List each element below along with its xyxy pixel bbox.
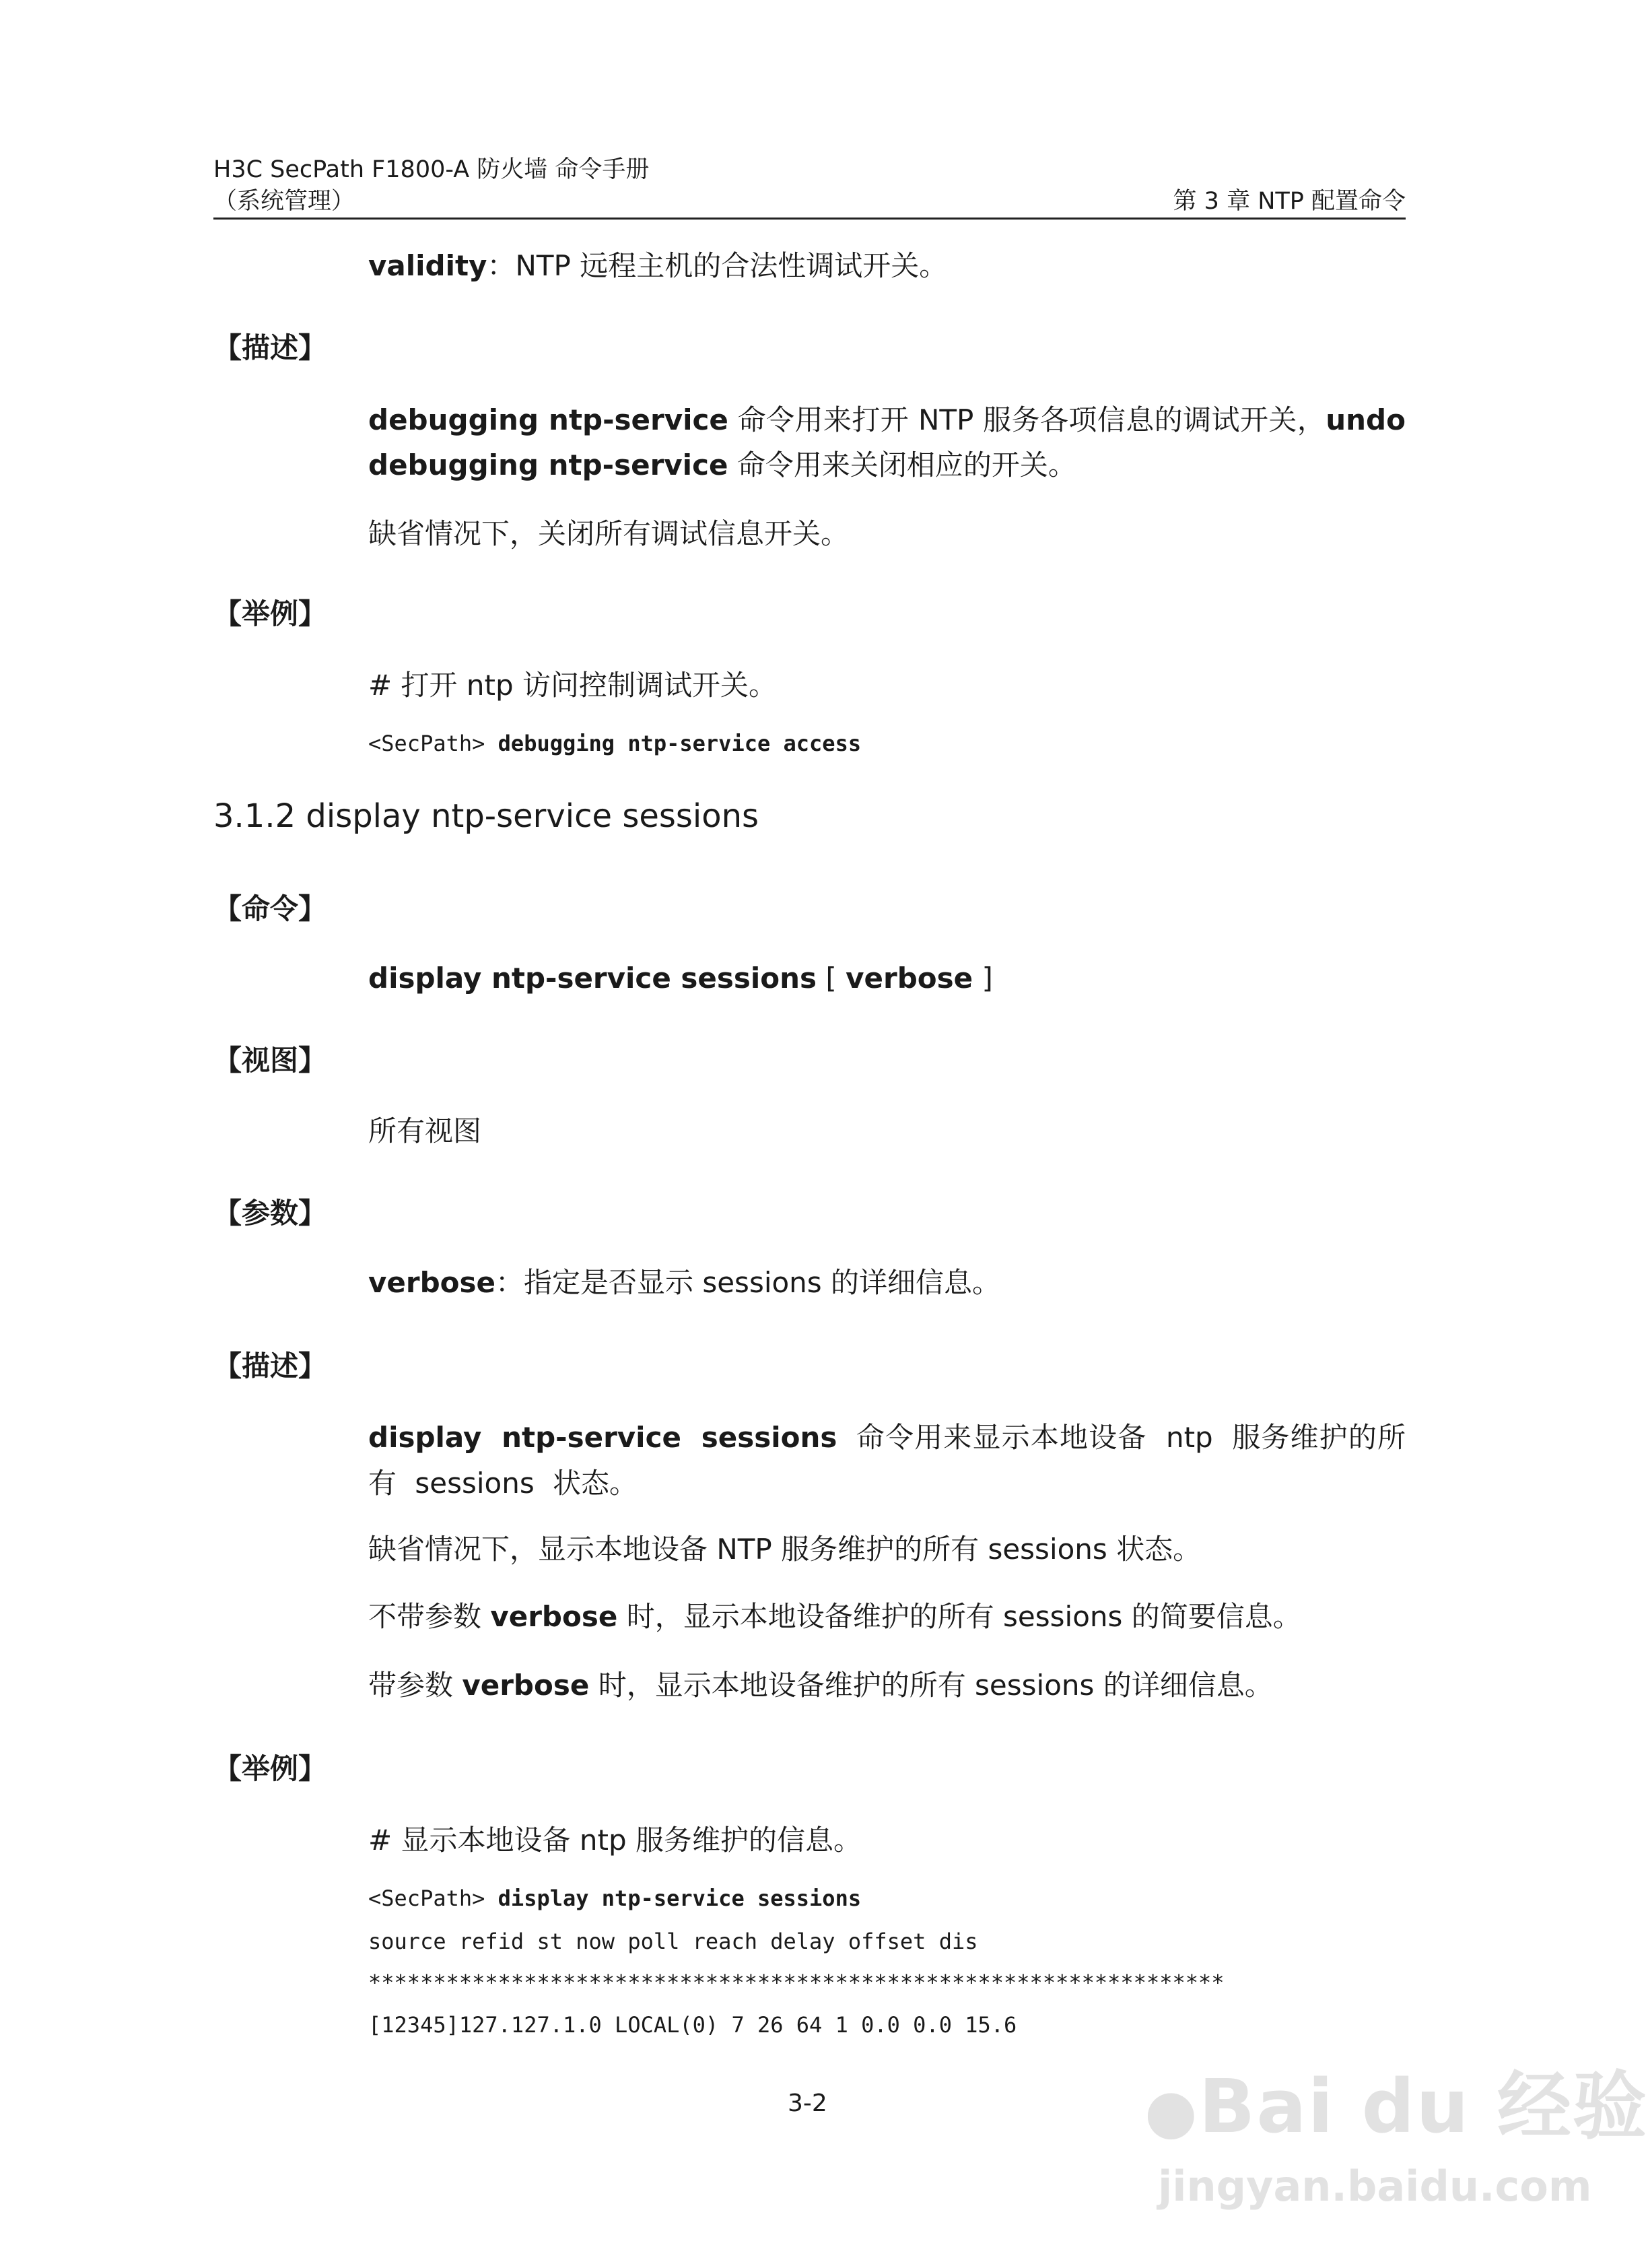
command-label: 【命令】 xyxy=(213,892,327,925)
bracket-close: ] xyxy=(973,962,993,995)
watermark-url: jingyan.baidu.com xyxy=(1158,2162,1592,2211)
sessions-separator: ****************************************************************** xyxy=(368,1970,1225,1995)
validity-line xyxy=(368,246,947,286)
example-comment: # 打开 ntp 访问控制调试开关。 xyxy=(368,669,777,702)
desc2-brief xyxy=(368,1597,1301,1637)
example2-comment: # 显示本地设备 ntp 服务维护的信息。 xyxy=(368,1824,862,1857)
desc-default: 缺省情况下，关闭所有调试信息开关。 xyxy=(368,517,850,550)
baidu-watermark-logo xyxy=(1144,2047,1648,2154)
example2-label: 【举例】 xyxy=(213,1752,327,1785)
header-chapter: 第 3 章 NTP 配置命令 xyxy=(1173,188,1406,215)
desc-label: 【描述】 xyxy=(213,331,327,364)
params-label: 【参数】 xyxy=(213,1197,327,1230)
desc-undo: undo xyxy=(1326,403,1406,436)
sessions-data-row: [12345]127.127.1.0 LOCAL(0) 7 26 64 1 0.0 0.0 15.6 xyxy=(368,2012,1017,2038)
brief-prefix: 不带参数 xyxy=(368,1600,491,1633)
example2-code xyxy=(368,1883,861,1913)
code2-prompt: <SecPath> xyxy=(368,1886,485,1911)
code-command: debugging ntp-service access xyxy=(485,731,862,756)
verbose-param: verbose xyxy=(462,1669,590,1702)
example-code xyxy=(368,729,861,758)
header-title: H3C SecPath F1800-A 防火墙 命令手册 xyxy=(213,156,650,183)
desc-cmd: debugging ntp-service xyxy=(368,403,728,436)
paw-icon: ● xyxy=(1144,2076,1199,2147)
code-prompt: <SecPath> xyxy=(368,731,485,756)
header-subtitle: （系统管理） xyxy=(213,188,355,215)
desc-paragraph xyxy=(368,397,1406,488)
brief-suffix: 时，显示本地设备维护的所有 sessions 的简要信息。 xyxy=(617,1600,1301,1633)
header-rule xyxy=(213,218,1406,220)
desc2-label: 【描述】 xyxy=(213,1349,327,1382)
view-text: 所有视图 xyxy=(368,1114,482,1147)
verbose-suffix: 时，显示本地设备维护的所有 sessions 的详细信息。 xyxy=(589,1669,1273,1702)
view-label: 【视图】 xyxy=(213,1044,327,1077)
params-term: verbose xyxy=(368,1266,495,1299)
validity-term: validity xyxy=(368,249,487,282)
example-label: 【举例】 xyxy=(213,597,327,630)
watermark-logo-text: Bai du 经验 xyxy=(1198,2063,1648,2149)
validity-text: ：NTP 远程主机的合法性调试开关。 xyxy=(487,249,948,282)
desc2-default: 缺省情况下，显示本地设备 NTP 服务维护的所有 sessions 状态。 xyxy=(368,1533,1202,1566)
command-syntax xyxy=(368,958,993,999)
command-name: display ntp-service sessions xyxy=(368,962,817,995)
desc-text: 命令用来打开 NTP 服务各项信息的调试开关， xyxy=(728,403,1326,436)
bracket-open: [ xyxy=(817,962,846,995)
params-text: ：指定是否显示 sessions 的详细信息。 xyxy=(495,1266,1001,1299)
params-line xyxy=(368,1263,1000,1303)
brief-param: verbose xyxy=(490,1600,618,1633)
desc-cmd-undo: debugging ntp-service xyxy=(368,448,728,481)
desc2-verbose xyxy=(368,1665,1273,1706)
desc2-paragraph xyxy=(368,1415,1406,1506)
section-heading: 3.1.2 display ntp-service sessions xyxy=(213,797,759,835)
verbose-prefix: 带参数 xyxy=(368,1669,462,1702)
page-number: 3-2 xyxy=(788,2090,827,2117)
command-option: verbose xyxy=(846,962,973,995)
desc2-text: 命令用来显示本地设备 ntp 服务维护的所有 sessions 状态。 xyxy=(368,1421,1406,1500)
desc-text-2: 命令用来关闭相应的开关。 xyxy=(728,448,1076,481)
desc2-cmd: display ntp-service sessions xyxy=(368,1421,837,1454)
code2-command: display ntp-service sessions xyxy=(485,1886,862,1911)
sessions-header-row: source refid st now poll reach delay offset dis xyxy=(368,1929,978,1954)
